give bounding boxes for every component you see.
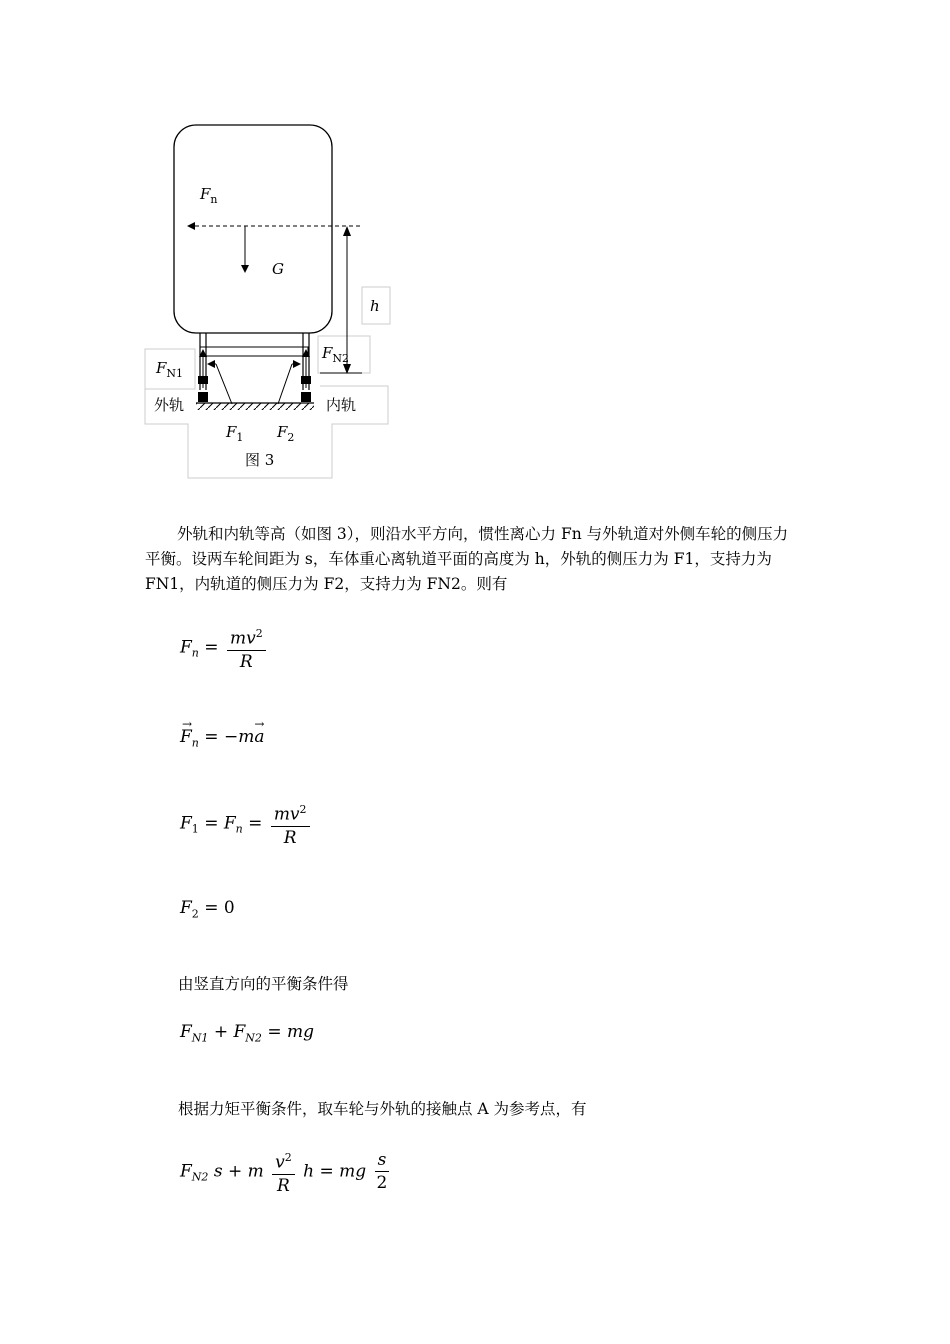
equation-5: $F_{N1} + F_{N2}$ = mg	[180, 1022, 314, 1045]
equation-3: $F_1 = F_n$ = $\frac{mv^2}{R}$	[180, 800, 313, 848]
figure-3-diagram	[0, 0, 950, 500]
paragraph-line-2: 平衡。设两车轮间距为 s，车体重心离轨道平面的高度为 h，外轨的侧压力为 F1，支持力为	[145, 550, 772, 568]
moment-condition-text: 根据力矩平衡条件，取车轮与外轨的接触点 A 为参考点，有	[178, 1100, 587, 1118]
label-f2: $F_2$	[277, 423, 295, 444]
label-f1: $F_1$	[226, 423, 244, 444]
label-fn2: $F_{N2}$	[322, 344, 350, 365]
label-outer-rail: 外轨	[154, 396, 185, 414]
label-h: h	[370, 297, 380, 315]
track-ground	[196, 403, 314, 410]
intro-paragraph	[145, 522, 815, 597]
axle-frame	[200, 347, 308, 356]
equation-4: $F_2 = 0$	[180, 898, 235, 921]
equation-6: $F_{N2}$ s + m $\frac{v^2}{R}$ h = mg $\frac{s}{2}$	[180, 1148, 392, 1196]
label-g: G	[272, 260, 284, 278]
equation-1: $F_n$ = $\frac{mv^2}{R}$	[180, 624, 269, 672]
paragraph-line-1: 外轨和内轨等高（如图 3），则沿水平方向，惯性离心力 Fn 与外轨道对外侧车轮的侧压力	[177, 525, 789, 543]
label-fn1: $F_{N1}$	[156, 359, 184, 380]
inner-wheel	[301, 392, 311, 402]
outer-wheel	[198, 392, 208, 402]
label-fn: $F_n$	[200, 185, 218, 206]
vertical-condition-text: 由竖直方向的平衡条件得	[178, 975, 349, 993]
paragraph-line-3: FN1，内轨道的侧压力为 F2，支持力为 FN2。则有	[145, 575, 508, 593]
car-body	[174, 125, 332, 333]
equation-2: F → $_n$ = −ma →	[180, 717, 265, 750]
label-inner-rail: 内轨	[326, 396, 357, 414]
figure-caption: 图 3	[245, 451, 275, 469]
